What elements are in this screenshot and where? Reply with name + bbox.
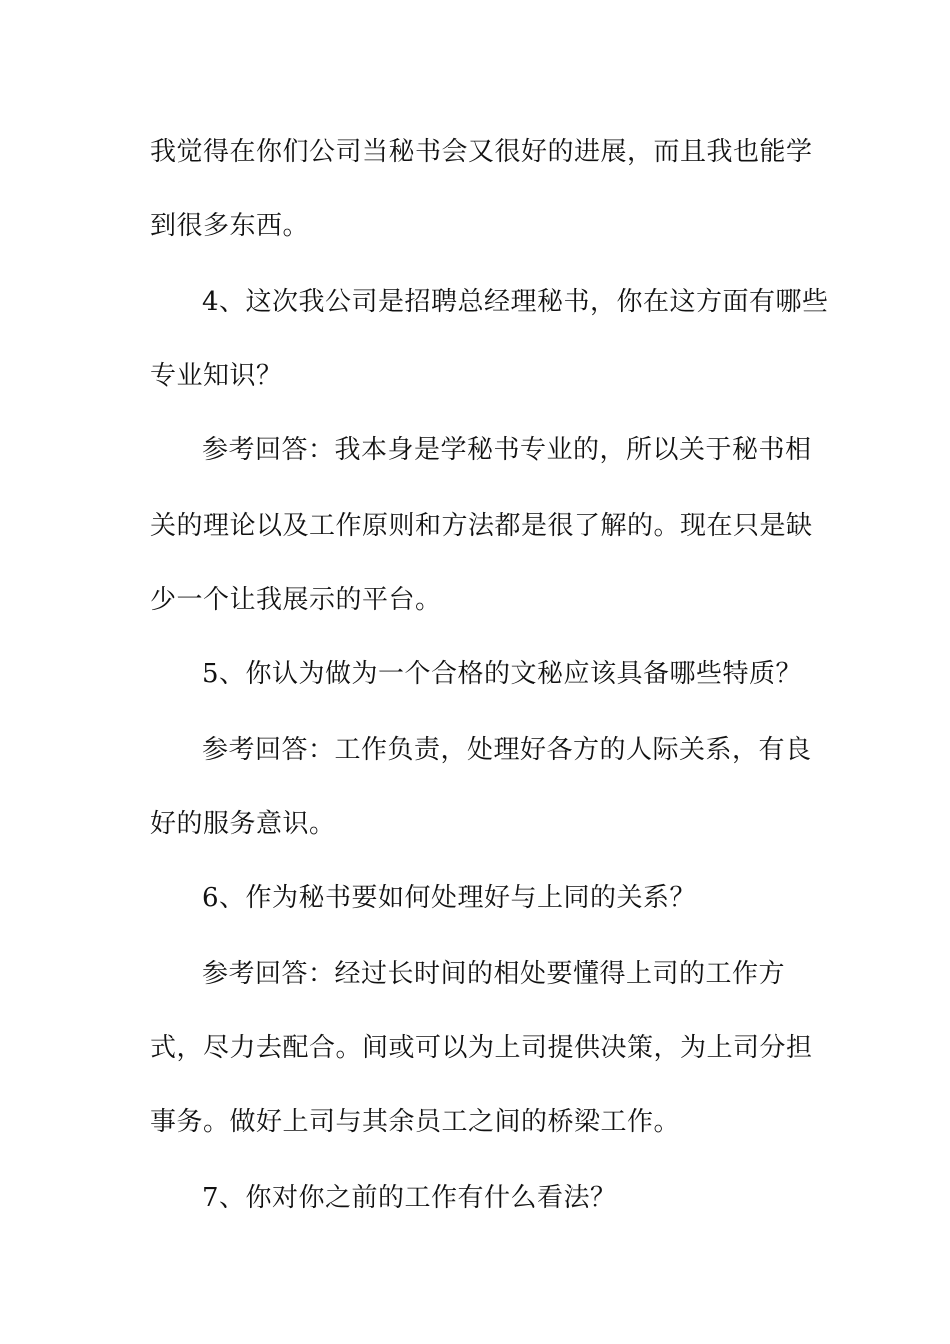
text-line: 少一个让我展示的平台。 [150, 585, 442, 615]
text-line: 我觉得在你们公司当秘书会又很好的进展，而且我也能学 [150, 137, 813, 167]
answer-line: 参考回答：我本身是学秘书专业的，所以关于秘书相 [202, 435, 812, 465]
answer-line: 参考回答：经过长时间的相处要懂得上司的工作方 [202, 959, 786, 989]
answer-line: 参考回答：工作负责，处理好各方的人际关系，有良 [202, 735, 812, 765]
text-line: 式，尽力去配合。间或可以为上司提供决策，为上司分担 [150, 1033, 813, 1063]
question-4-line: 4、这次我公司是招聘总经理秘书，你在这方面有哪些 [202, 287, 829, 317]
text-line: 专业知识？ [150, 361, 283, 391]
question-6-line: 6、作为秘书要如何处理好与上同的关系？ [202, 883, 697, 913]
text-line: 好的服务意识。 [150, 809, 336, 839]
text-line: 关的理论以及工作原则和方法都是很了解的。现在只是缺 [150, 511, 813, 541]
text-line: 到很多东西。 [150, 211, 310, 241]
question-5-line: 5、你认为做为一个合格的文秘应该具备哪些特质？ [202, 659, 803, 689]
question-7-line: 7、你对你之前的工作有什么看法？ [202, 1183, 617, 1213]
text-line: 事务。做好上司与其余员工之间的桥梁工作。 [150, 1107, 681, 1137]
